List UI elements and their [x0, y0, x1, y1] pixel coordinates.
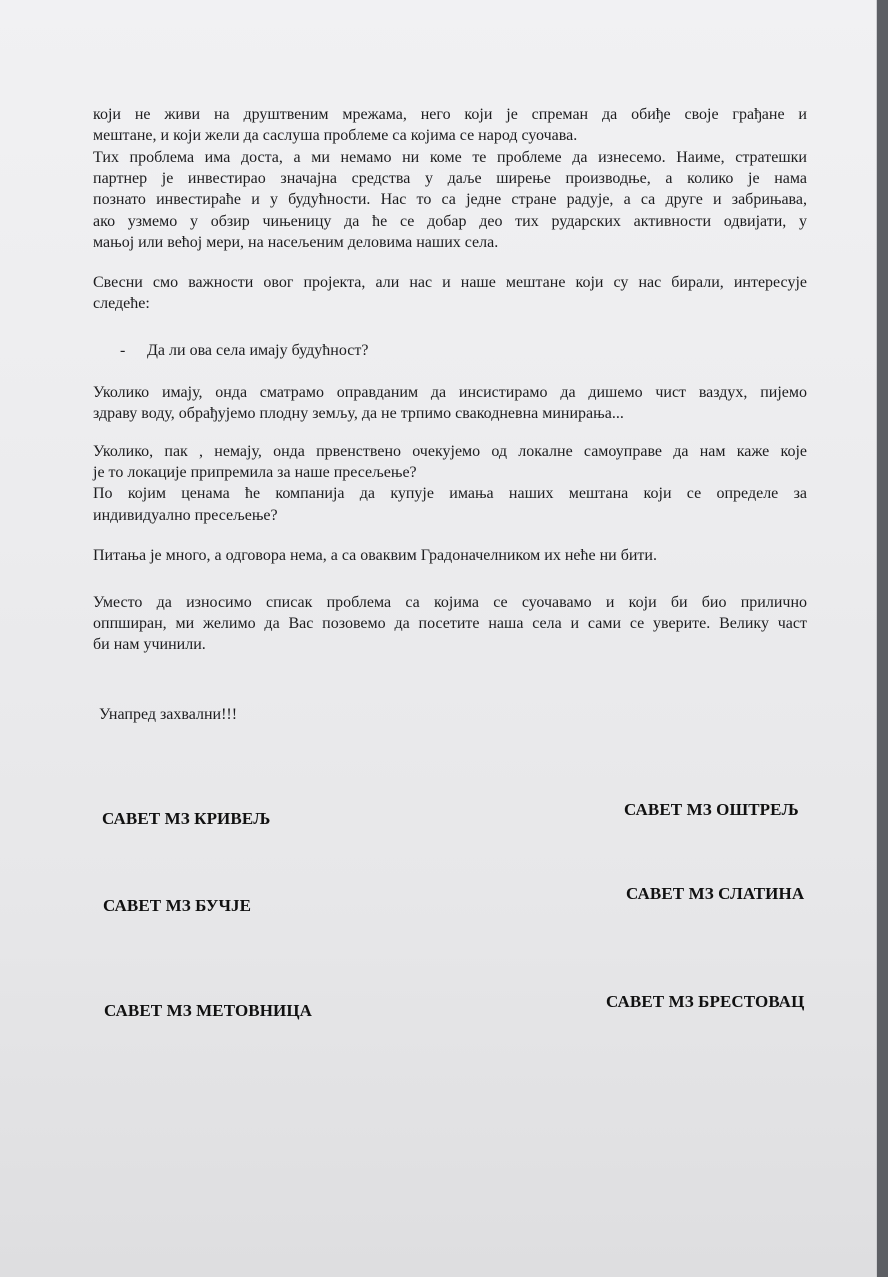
paragraph-2	[93, 147, 807, 253]
text-line: би нам учинили.	[93, 636, 206, 654]
text-line: Уколико, пак , немају, онда првенствено очекујемо од локалне самоуправе да нам каже које	[93, 443, 807, 460]
text-line: мештане, и који жели да саслуша проблеме са којима се народ суочава.	[93, 127, 578, 145]
bullet-item	[120, 340, 368, 361]
bullet-text: Да ли ова села имају будућност?	[147, 342, 369, 359]
text-line: индивидуално пресељење?	[93, 506, 278, 524]
signature-brestovac: САВЕТ МЗ БРЕСТОВАЦ	[606, 992, 805, 1011]
text-line: партнер је инвестирао значајна средства у даље ширење производње, а колико је нама	[93, 170, 807, 188]
text-line: Питања је много, а одговора нема, а са оваквим Градоначелником их неће ни бити.	[93, 547, 657, 564]
text-line: По којим ценама ће компанија да купује имања наших мештана који се определе за	[93, 485, 807, 503]
text-line: ако узмемо у обзир чињеницу да ће се добар део тих рударских активности одвијати, у	[93, 212, 807, 230]
paragraph-4	[93, 382, 807, 424]
paragraph-6	[93, 545, 807, 566]
signature-bucje: САВЕТ МЗ БУЧЈЕ	[103, 896, 252, 915]
text-line: Свесни смо важности овог пројекта, али нас и наше мештане који су нас бирали, интересује	[93, 274, 807, 291]
text-line: Тих проблема има доста, а ми немамо ни коме те проблеме да изнесемо. Наиме, стратешки	[93, 149, 807, 166]
signature-slatina: САВЕТ МЗ СЛАТИНА	[626, 884, 805, 903]
text-line: је то локације припремила за наше пресељење?	[93, 464, 417, 482]
text-line: који не живи на друштвеним мрежама, него који је спреман да обиђе своје грађане и	[93, 106, 807, 123]
text-line: мањој или већој мери, на насељеним деловима наших села.	[93, 233, 499, 251]
signature-ostrelj: САВЕТ МЗ ОШТРЕЉ	[624, 800, 799, 819]
signature-metovnica: САВЕТ МЗ МЕТОВНИЦА	[104, 1001, 313, 1020]
bullet-dash: -	[120, 342, 126, 359]
paragraph-3	[93, 272, 807, 314]
paragraph-5	[93, 441, 807, 526]
text-line: оппширан, ми желимо да Вас позовемо да посетите наша села и сами се уверите. Велику част	[93, 615, 807, 633]
text-line: следеће:	[93, 295, 150, 313]
signature-krivelj: САВЕТ МЗ КРИВЕЉ	[102, 809, 271, 828]
paragraph-1	[93, 104, 807, 146]
text-line: здраву воду, обрађујемо плодну земљу, да не трпимо свакодневна минирања...	[93, 405, 624, 423]
text-line: Уколико имају, онда сматрамо оправданим да инсистирамо да дишемо чист ваздух, пијемо	[93, 384, 807, 401]
paragraph-7	[93, 592, 807, 656]
text-line: познато инвестираће и у будућности. Нас то са једне стране радује, а са друге и забрињава,	[93, 191, 807, 209]
text-line: Уместо да износимо списак проблема са којима се суочавамо и који би био прилично	[93, 594, 807, 611]
closing-line: Унапред захвални!!!	[99, 706, 238, 723]
